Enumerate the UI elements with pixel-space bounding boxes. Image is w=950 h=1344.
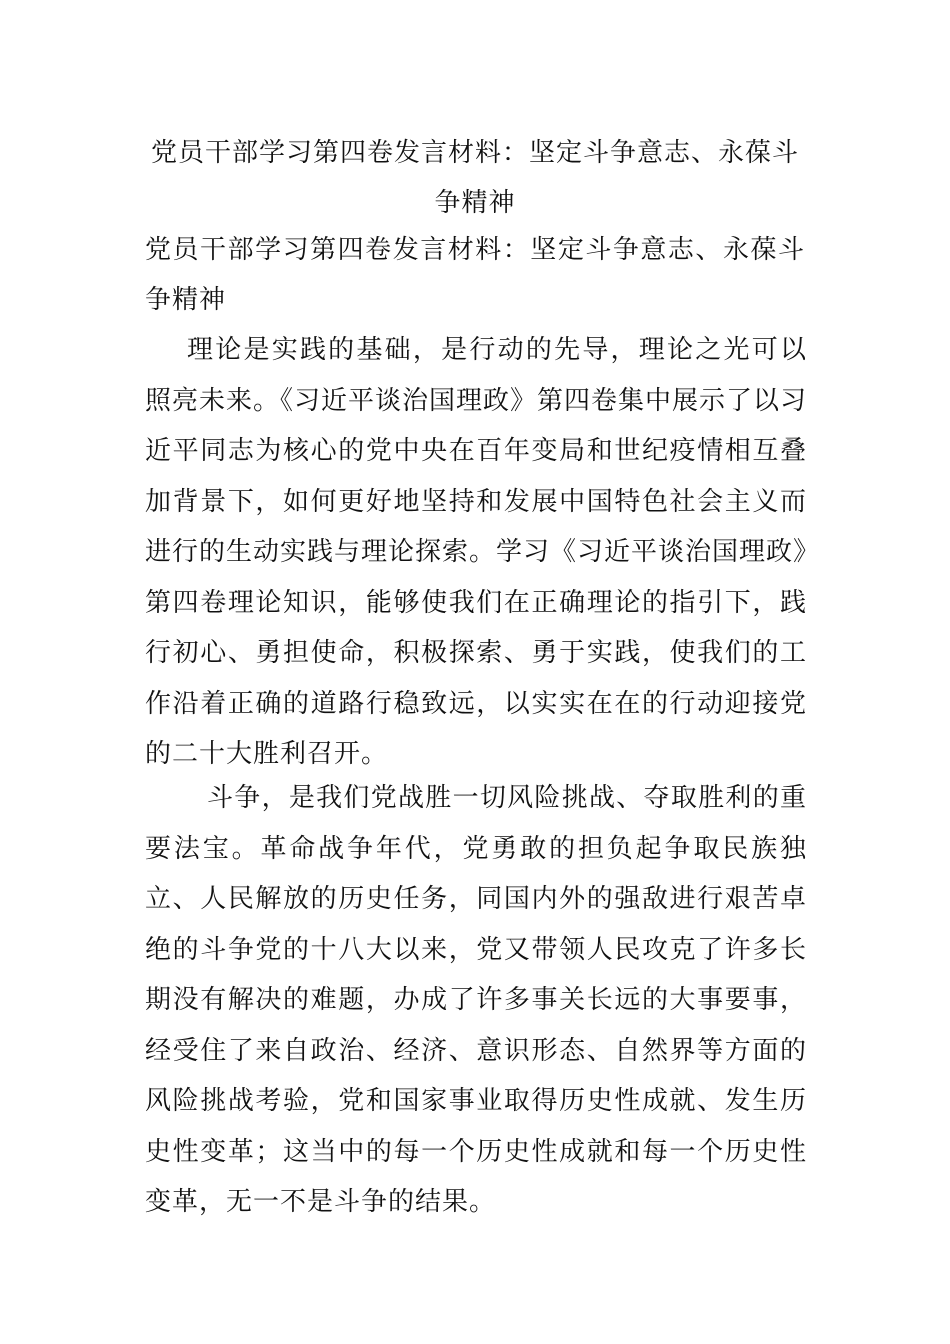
document-subtitle: 党员干部学习第四卷发言材料：坚定斗争意志、永葆斗争精神	[145, 235, 805, 315]
paragraph-1: 理论是实践的基础，是行动的先导，理论之光可以照亮未来。《习近平谈治国理政》第四卷集中展示了以习近平同志为核心的党中央在百年变局和世纪疫情相互叠加背景下，如何更好地坚持和发展中国特色社会主义而进行的生动实践与理论探索。学习《习近平谈治国理政》第四卷理论知识，能够使我们在正确理论的指引下，践行初心、勇担使命，积极探索、勇于实践，使我们的工作沿着正确的道路行稳致远，以实实在在的行动迎接党的二十大胜利召开。	[145, 335, 808, 769]
paragraph-2: 斗争，是我们党战胜一切风险挑战、夺取胜利的重要法宝。革命战争年代，党勇敢的担负起争取民族独立、人民解放的历史任务，同国内外的强敌进行艰苦卓绝的斗争党的十八大以来，党又带领人民攻克了许多长期没有解决的难题，办成了许多事关长远的大事要事，经受住了来自政治、经济、意识形态、自然界等方面的风险挑战考验，党和国家事业取得历史性成就、发生历史性变革；这当中的每一个历史性成就和每一个历史性变革，无一不是斗争的结果。	[145, 783, 807, 1217]
document-title: 党员干部学习第四卷发言材料：坚定斗争意志、永葆斗争精神	[150, 138, 799, 218]
